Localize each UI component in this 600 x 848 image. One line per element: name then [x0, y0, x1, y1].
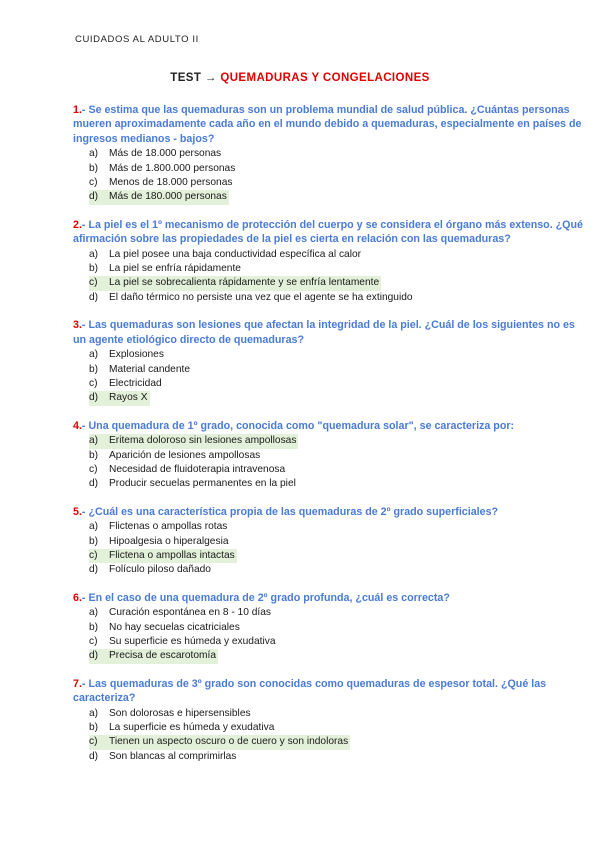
option-list — [89, 348, 585, 406]
question-block — [73, 419, 585, 492]
option-letter: c) — [89, 636, 98, 647]
answer-option — [89, 262, 585, 276]
question-list — [73, 103, 585, 777]
answer-option — [89, 463, 585, 477]
question-text — [73, 591, 585, 605]
option-list — [89, 707, 585, 765]
answer-option — [89, 520, 585, 534]
question-body: - Las quemaduras son lesiones que afectan la integridad de la piel. ¿Cuál de los siguientes no es un agente etiológico directo de quemaduras? — [73, 319, 575, 346]
option-text: No hay secuelas cicatriciales — [109, 621, 240, 633]
option-text: Eritema doloroso sin lesiones ampollosas — [108, 434, 298, 448]
title-topic: QUEMADURAS Y CONGELACIONES — [220, 72, 430, 84]
option-text: Rayos X — [108, 391, 150, 405]
option-text: Aparición de lesiones ampollosas — [109, 449, 261, 461]
option-letter: b) — [89, 263, 99, 275]
answer-option — [89, 721, 585, 735]
question-text — [73, 218, 585, 247]
option-list — [89, 147, 585, 205]
answer-option — [89, 635, 585, 649]
option-letter: d) — [89, 649, 108, 663]
option-letter: d) — [89, 190, 108, 204]
answer-option — [89, 707, 585, 721]
answer-option — [89, 750, 585, 764]
option-list — [89, 248, 585, 306]
option-letter: c) — [89, 463, 98, 475]
answer-option — [89, 563, 585, 577]
test-title — [0, 72, 600, 84]
option-list — [89, 606, 585, 664]
answer-option — [89, 477, 585, 491]
option-list — [89, 520, 585, 578]
option-letter: a) — [89, 248, 99, 260]
correct-answer-option — [89, 434, 585, 448]
question-block — [73, 677, 585, 764]
option-text: Hipoalgesia o hiperalgesia — [109, 535, 229, 547]
option-letter: d) — [89, 564, 99, 576]
option-letter: b) — [89, 722, 99, 734]
option-text: Curación espontánea en 8 - 10 días — [109, 607, 271, 619]
answer-option — [89, 449, 585, 463]
option-letter: d) — [89, 391, 108, 405]
option-letter: c) — [89, 177, 98, 189]
question-text — [73, 677, 585, 706]
option-text: Son dolorosas e hipersensibles — [109, 707, 251, 719]
answer-option — [89, 248, 585, 262]
question-number: 4. — [73, 419, 82, 432]
option-text: Explosiones — [109, 349, 164, 361]
option-letter: d) — [89, 291, 99, 303]
option-text: Producir secuelas permanentes en la piel — [109, 478, 296, 490]
option-letter: c) — [89, 377, 98, 389]
option-letter: b) — [89, 621, 99, 633]
question-number: 7. — [73, 677, 82, 690]
option-text: La superficie es húmeda y exudativa — [109, 722, 275, 734]
page-header: CUIDADOS AL ADULTO II — [75, 34, 199, 45]
question-body: - ¿Cuál es una característica propia de las quemaduras de 2º grado superficiales? — [81, 505, 499, 518]
option-letter: a) — [89, 707, 99, 719]
correct-answer-option — [89, 549, 585, 563]
option-letter: a) — [89, 148, 99, 160]
question-body: - En el caso de una quemadura de 2º grado profunda, ¿cuál es correcta? — [81, 591, 450, 604]
option-letter: d) — [89, 478, 99, 490]
answer-option — [89, 147, 585, 161]
option-list — [89, 434, 585, 492]
option-letter: a) — [89, 434, 108, 448]
answer-option — [89, 606, 585, 620]
option-letter: a) — [89, 349, 99, 361]
option-text: Folículo piloso dañado — [109, 564, 211, 576]
option-text: Menos de 18.000 personas — [109, 177, 233, 189]
correct-answer-option — [89, 276, 585, 290]
answer-option — [89, 363, 585, 377]
question-block — [73, 103, 585, 205]
option-text: Más de 18.000 personas — [109, 148, 222, 160]
question-text — [73, 318, 585, 347]
answer-option — [89, 377, 585, 391]
answer-option — [89, 176, 585, 190]
correct-answer-option — [89, 391, 585, 405]
option-text: Necesidad de fluidoterapia intravenosa — [109, 463, 286, 475]
option-letter: c) — [89, 735, 108, 749]
answer-option — [89, 291, 585, 305]
question-number: 6. — [73, 591, 82, 604]
option-text: Su superficie es húmeda y exudativa — [109, 636, 276, 647]
question-body: - Se estima que las quemaduras son un problema mundial de salud pública. ¿Cuántas personas mueren aproximadamente cada año en el mundo debido a quemaduras, especialmente en países de ingresos medianos - bajos? — [73, 104, 582, 145]
option-letter: b) — [89, 162, 99, 174]
correct-answer-option — [89, 735, 585, 749]
answer-option — [89, 162, 585, 176]
option-letter: a) — [89, 607, 99, 619]
answer-option — [89, 621, 585, 635]
option-letter: a) — [89, 521, 99, 533]
option-letter: b) — [89, 535, 99, 547]
option-letter: c) — [89, 549, 108, 563]
option-text: Electricidad — [109, 377, 162, 389]
option-text: Flictenas o ampollas rotas — [109, 521, 228, 533]
option-text: Más de 180.000 personas — [108, 190, 229, 204]
question-body: - Una quemadura de 1º grado, conocida como "quemadura solar", se caracteriza por: — [81, 419, 515, 432]
question-text — [73, 419, 585, 433]
option-text: El daño térmico no persiste una vez que el agente se ha extinguido — [109, 291, 413, 303]
question-number: 2. — [73, 218, 82, 231]
option-text: La piel se enfría rápidamente — [109, 263, 241, 275]
correct-answer-option — [89, 190, 585, 204]
correct-answer-option — [89, 649, 585, 663]
option-text: Material candente — [109, 363, 190, 375]
option-letter: b) — [89, 449, 99, 461]
question-body: - La piel es el 1º mecanismo de protección del cuerpo y se considera el órgano más extenso. ¿Qué afirmación sobre las propiedades de la piel es cierta en relación con las quemaduras? — [73, 218, 583, 246]
answer-option — [89, 348, 585, 362]
option-letter: d) — [89, 750, 99, 762]
option-text: Flictena o ampollas intactas — [108, 549, 237, 563]
question-block — [73, 591, 585, 664]
answer-option — [89, 535, 585, 549]
question-number: 3. — [73, 319, 82, 332]
option-text: Más de 1.800.000 personas — [109, 162, 236, 174]
question-text — [73, 505, 585, 519]
question-block — [73, 505, 585, 578]
option-text: Tienen un aspecto oscuro o de cuero y son indoloras — [108, 735, 350, 749]
question-number: 1. — [73, 104, 82, 116]
option-text: La piel posee una baja conductividad específica al calor — [109, 248, 362, 260]
question-body: - Las quemaduras de 3º grado son conocidas como quemaduras de espesor total. ¿Qué las caracteriza? — [73, 677, 547, 705]
question-block — [73, 318, 585, 405]
option-text: La piel se sobrecalienta rápidamente y se enfría lentamente — [108, 276, 381, 290]
option-letter: c) — [89, 276, 108, 290]
question-text — [73, 103, 585, 146]
option-text: Son blancas al comprimirlas — [109, 750, 237, 762]
title-prefix: TEST → — [170, 72, 217, 84]
option-letter: b) — [89, 363, 99, 375]
question-number: 5. — [73, 505, 82, 518]
question-block — [73, 218, 585, 305]
option-text: Precisa de escarotomía — [108, 649, 218, 663]
